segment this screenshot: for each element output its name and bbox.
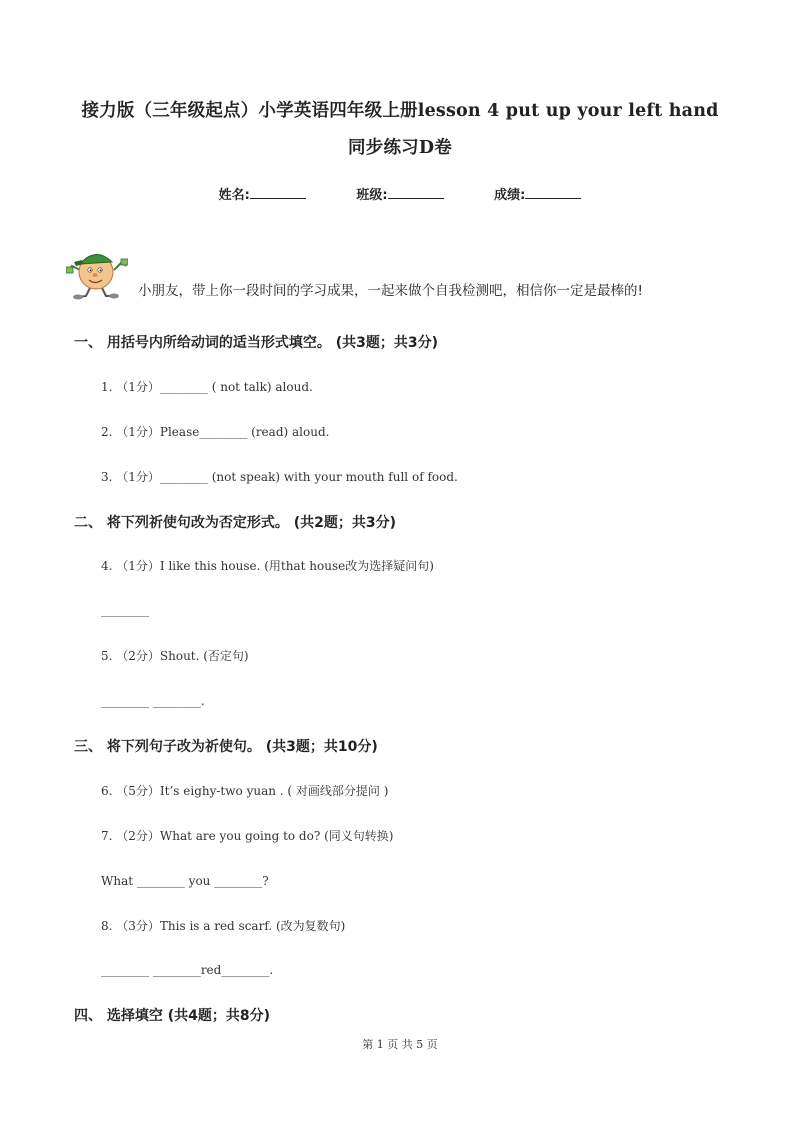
page-subtitle: 同步练习D卷 <box>348 138 452 158</box>
section-heading: 四、 选择填空 (共4题；共8分) <box>74 1008 271 1024</box>
mascot-icon <box>66 240 128 300</box>
page-footer: 第 1 页 共 5 页 <box>362 1038 438 1051</box>
question-item: 1. （1分）________ ( not talk) aloud. <box>101 380 313 394</box>
question-item: 7. （2分）What are you going to do? (同义句转换) <box>101 829 394 843</box>
class-blank <box>388 186 444 199</box>
class-label: 班级: <box>356 188 388 203</box>
answer-line: ________ <box>101 603 149 617</box>
answer-line: ________ ________red________. <box>101 963 274 977</box>
student-info-row <box>0 184 800 203</box>
score-label: 成绩: <box>494 188 526 203</box>
class-field <box>356 184 443 203</box>
question-item: 6. （5分）It’s eighy-two yuan . ( 对画线部分提问 ) <box>101 784 389 798</box>
answer-line: What ________ you ________? <box>101 874 269 888</box>
intro-text: 小朋友，带上你一段时间的学习成果，一起来做个自我检测吧，相信你一定是最棒的! <box>138 283 643 299</box>
name-field <box>219 184 306 203</box>
question-item: 8. （3分）This is a red scarf. (改为复数句) <box>101 919 346 933</box>
section-heading: 一、 用括号内所给动词的适当形式填空。 (共3题；共3分) <box>74 335 439 351</box>
score-blank <box>525 186 581 199</box>
section-heading: 三、 将下列句子改为祈使句。 (共3题；共10分) <box>74 739 378 755</box>
question-item: 2. （1分）Please________ (read) aloud. <box>101 425 330 439</box>
answer-line: ________ ________. <box>101 694 205 708</box>
score-field <box>494 184 581 203</box>
question-item: 4. （1分）I like this house. (用that house改为选择疑问句) <box>101 559 434 573</box>
question-item: 5. （2分）Shout. (否定句) <box>101 649 249 663</box>
section-heading: 二、 将下列祈使句改为否定形式。 (共2题；共3分) <box>74 515 397 531</box>
question-item: 3. （1分）________ (not speak) with your mouth full of food. <box>101 470 458 484</box>
name-blank <box>250 186 306 199</box>
name-label: 姓名: <box>218 188 250 203</box>
page-title: 接力版（三年级起点）小学英语四年级上册lesson 4 put up your left hand <box>81 101 719 121</box>
